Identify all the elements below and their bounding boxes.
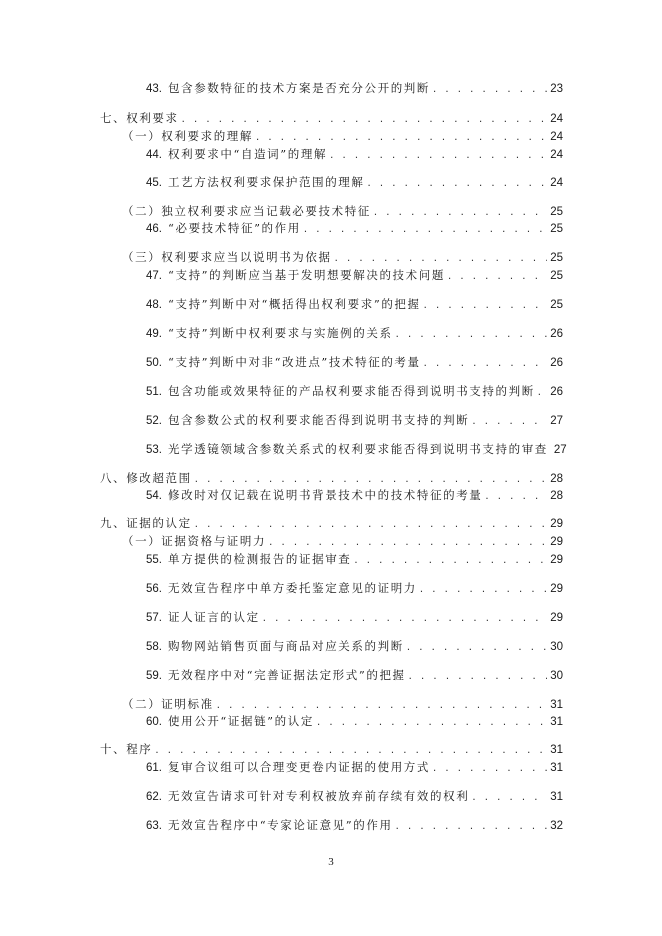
toc-entry-45[interactable] (146, 174, 563, 191)
dot-leader (195, 471, 548, 487)
entry-page: 31 (550, 762, 563, 774)
toc-entry-53[interactable] (146, 441, 567, 458)
entry-number: 52. (146, 415, 162, 427)
entry-page: 23 (550, 83, 563, 95)
entry-title: 九、证据的认定 (100, 516, 192, 530)
entry-title: 无效程序中对“完善证据法定形式”的把握 (168, 668, 406, 682)
entry-title: 十、程序 (100, 742, 153, 756)
entry-page: 31 (550, 699, 563, 711)
dot-leader (472, 413, 547, 429)
entry-title: 修改时对仅记载在说明书背景技术中的技术特征的考量 (168, 488, 483, 502)
entry-page: 31 (550, 744, 563, 756)
entry-title: 无效宣告请求可针对专利权被放弃前存续有效的权利 (168, 789, 470, 803)
toc-subsection-7-2[interactable] (122, 203, 563, 220)
dot-leader (195, 516, 548, 532)
entry-title: 包含参数特征的技术方案是否充分公开的判断 (168, 81, 430, 95)
dot-leader (424, 355, 548, 371)
entry-title: （三）权利要求应当以说明书为依据 (122, 250, 332, 264)
toc-section-9[interactable] (100, 515, 563, 532)
dot-leader (256, 129, 547, 145)
entry-number: 57. (146, 612, 162, 624)
entry-page: 24 (550, 149, 563, 161)
entry-page: 31 (550, 791, 563, 803)
toc-entry-51[interactable] (146, 383, 563, 400)
entry-number: 61. (146, 762, 162, 774)
entry-title: 使用公开“证据链”的认定 (168, 714, 314, 728)
toc-entry-56[interactable] (146, 580, 563, 597)
entry-page: 25 (550, 252, 563, 264)
toc-entry-62[interactable] (146, 788, 563, 805)
toc-section-7[interactable] (100, 110, 563, 127)
dot-leader (304, 221, 547, 237)
dot-leader (407, 639, 547, 655)
toc-subsection-7-1[interactable] (122, 128, 563, 145)
entry-page: 29 (550, 583, 563, 595)
toc-entry-50[interactable] (146, 354, 563, 371)
entry-page: 25 (550, 270, 563, 282)
entry-title: 证人证言的认定 (168, 610, 260, 624)
dot-leader (448, 268, 547, 284)
entry-number: 51. (146, 386, 162, 398)
entry-number: 56. (146, 583, 162, 595)
entry-title: 包含功能或效果特征的产品权利要求能否得到说明书支持的判断 (168, 384, 535, 398)
entry-title: （二）独立权利要求应当记载必要技术特征 (122, 204, 371, 218)
entry-page: 28 (550, 490, 563, 502)
entry-page: 28 (550, 473, 563, 485)
entry-title: 单方提供的检测报告的证据审查 (168, 552, 352, 566)
toc-subsection-7-3[interactable] (122, 249, 563, 266)
toc-entry-57[interactable] (146, 609, 563, 626)
dot-leader (335, 250, 548, 266)
entry-page: 26 (550, 328, 563, 340)
entry-title: “支持”判断中对非“改进点”技术特征的考量 (168, 355, 421, 369)
toc-entry-61[interactable] (146, 759, 563, 776)
entry-number: 43. (146, 83, 162, 95)
entry-number: 55. (146, 554, 162, 566)
entry-number: 62. (146, 791, 162, 803)
entry-number: 45. (146, 177, 162, 189)
dot-leader (433, 81, 547, 97)
toc-entry-48[interactable] (146, 296, 563, 313)
toc-entry-52[interactable] (146, 412, 563, 429)
toc-section-10[interactable] (100, 741, 563, 758)
entry-title: 权利要求中“自造词”的理解 (168, 147, 328, 161)
entry-number: 49. (146, 328, 162, 340)
dot-leader (424, 297, 548, 313)
toc-entry-44[interactable] (146, 146, 563, 163)
entry-title: “必要技术特征”的作用 (168, 221, 301, 235)
entry-page: 24 (550, 113, 563, 125)
entry-page: 29 (550, 554, 563, 566)
entry-page: 29 (550, 536, 563, 548)
dot-leader (396, 818, 548, 834)
dot-leader (263, 610, 548, 626)
entry-title: 购物网站销售页面与商品对应关系的判断 (168, 639, 404, 653)
entry-page: 25 (550, 206, 563, 218)
entry-page: 24 (550, 131, 563, 143)
entry-number: 50. (146, 357, 162, 369)
entry-page: 27 (550, 415, 563, 427)
dot-leader (354, 552, 547, 568)
entry-page: 26 (550, 357, 563, 369)
dot-leader (396, 326, 548, 342)
entry-number: 54. (146, 490, 162, 502)
toc-entry-59[interactable] (146, 667, 563, 684)
entry-page: 30 (550, 641, 563, 653)
entry-number: 46. (146, 223, 162, 235)
dot-leader (485, 488, 547, 504)
entry-title: （二）证明标准 (122, 697, 214, 711)
entry-number: 60. (146, 716, 162, 728)
dot-leader (433, 760, 547, 776)
entry-title: “支持”的判断应当基于发明想要解决的技术问题 (168, 268, 445, 282)
dot-leader (472, 789, 547, 805)
entry-title: （一）证据资格与证明力 (122, 534, 267, 548)
entry-title: 光学透镜领域含参数关系式的权利要求能否得到说明书支持的审查 (168, 442, 548, 456)
entry-number: 44. (146, 149, 162, 161)
entry-page: 30 (550, 670, 563, 682)
dot-leader (217, 697, 548, 713)
entry-number: 63. (146, 820, 162, 832)
dot-leader (409, 668, 548, 684)
entry-title: 七、权利要求 (100, 111, 179, 125)
entry-title: “支持”判断中权利要求与实施例的关系 (168, 326, 393, 340)
entry-page: 29 (550, 612, 563, 624)
dot-leader (420, 581, 547, 597)
entry-page: 27 (553, 444, 567, 456)
entry-title: 无效宣告程序中“专家论证意见”的作用 (168, 818, 393, 832)
toc-entry-46[interactable] (146, 220, 563, 237)
dot-leader (368, 175, 548, 191)
entry-page: 31 (550, 716, 563, 728)
entry-page: 29 (550, 518, 563, 530)
dot-leader (317, 714, 547, 730)
page-number: 3 (328, 856, 334, 868)
entry-title: 八、修改超范围 (100, 471, 192, 485)
toc-subsection-9-1[interactable] (122, 533, 563, 550)
toc-subsection-9-2[interactable] (122, 696, 563, 713)
entry-title: “支持”判断中对“概括得出权利要求”的把握 (168, 297, 421, 311)
toc-section-8[interactable] (100, 470, 563, 487)
entry-page: 25 (550, 223, 563, 235)
entry-number: 48. (146, 299, 162, 311)
dot-leader (182, 111, 548, 127)
entry-page: 25 (550, 299, 563, 311)
entry-number: 59. (146, 670, 162, 682)
dot-leader (374, 204, 547, 220)
dot-leader (155, 742, 547, 758)
dot-leader (269, 534, 547, 550)
toc-entry-47[interactable] (146, 267, 563, 284)
entry-number: 53. (146, 444, 162, 456)
entry-number: 58. (146, 641, 162, 653)
dot-leader (330, 147, 547, 163)
entry-number: 47. (146, 270, 162, 282)
toc-entry-60[interactable] (146, 713, 563, 730)
entry-title: 无效宣告程序中单方委托鉴定意见的证明力 (168, 581, 417, 595)
toc-entry-43[interactable] (146, 80, 563, 97)
entry-title: （一）权利要求的理解 (122, 129, 253, 143)
entry-title: 包含参数公式的权利要求能否得到说明书支持的判断 (168, 413, 470, 427)
toc-entry-58[interactable] (146, 638, 563, 655)
entry-title: 工艺方法权利要求保护范围的理解 (168, 175, 365, 189)
dot-leader (538, 384, 547, 400)
entry-page: 26 (550, 386, 563, 398)
toc-entry-54[interactable] (146, 487, 563, 504)
toc-entry-49[interactable] (146, 325, 563, 342)
toc-entry-63[interactable] (146, 817, 563, 834)
toc-entry-55[interactable] (146, 551, 563, 568)
entry-page: 24 (550, 177, 563, 189)
entry-title: 复审合议组可以合理变更卷内证据的使用方式 (168, 760, 430, 774)
entry-page: 32 (550, 820, 563, 832)
